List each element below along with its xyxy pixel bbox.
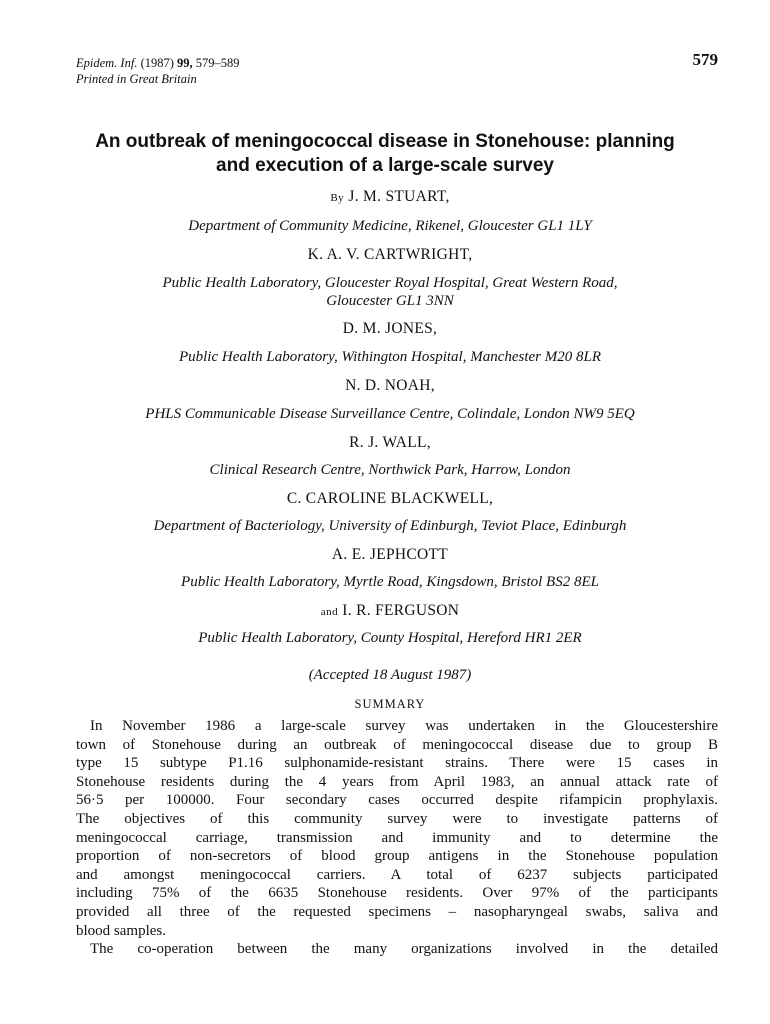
- summary-line: provided all three of the requested specimens – nasopharyngeal swabs, saliva and: [76, 904, 718, 920]
- summary-heading: SUMMARY: [354, 697, 426, 711]
- summary-line: In November 1986 a large-scale survey was undertaken in the Gloucestershire: [90, 718, 718, 734]
- summary-line: including 75% of the 6635 Stonehouse residents. Over 97% of the participants: [76, 885, 718, 902]
- summary-line: type 15 subtype P1.16 sulphonamide-resistant strains. There were 15 cases in: [76, 755, 718, 772]
- author-affiliation: Public Health Laboratory, Withington Hospital, Manchester M20 8LR: [178, 349, 602, 365]
- author-name: C. CAROLINE BLACKWELL,: [286, 490, 494, 507]
- title-line-1: An outbreak of meningococcal disease in Stonehouse: planning: [95, 131, 675, 152]
- summary-line: blood samples.: [76, 922, 166, 939]
- summary-line: proportion of non-secretors of blood group antigens in the Stonehouse population: [76, 848, 718, 865]
- page-number: 579: [692, 50, 718, 69]
- author-name: By J. M. STUART,: [330, 188, 450, 205]
- summary-line: Stonehouse residents during the 4 years from April 1983, an annual attack rate of: [76, 773, 718, 790]
- author-affiliation: Department of Bacteriology, University of Edinburgh, Teviot Place, Edinburgh: [153, 518, 627, 534]
- author-prefix: and: [320, 606, 339, 618]
- author-name: D. M. JONES,: [342, 320, 438, 337]
- journal-citation: [76, 55, 240, 87]
- journal-pages: 579–589: [195, 56, 240, 70]
- author-affiliation: Public Health Laboratory, Myrtle Road, Kingsdown, Bristol BS2 8EL: [181, 574, 599, 590]
- author-affiliation: Public Health Laboratory, Gloucester Royal Hospital, Great Western Road,: [162, 275, 618, 291]
- citation-line: [76, 55, 240, 71]
- summary-line: and amongst meningococcal carriers. A total of 6237 subjects participated: [76, 866, 718, 883]
- author-name: N. D. NOAH,: [345, 377, 435, 394]
- journal-abbrev: Epidem. Inf.: [76, 56, 138, 70]
- accepted-date: (Accepted 18 August 1987): [308, 667, 472, 683]
- author-name: A. E. JEPHCOTT: [331, 546, 449, 563]
- author-affiliation: Gloucester GL1 3NN: [326, 293, 454, 309]
- author-affiliation: PHLS Communicable Disease Surveillance Centre, Colindale, London NW9 5EQ: [145, 406, 635, 422]
- author-affiliation: Public Health Laboratory, County Hospital, Hereford HR1 2ER: [198, 630, 582, 646]
- summary-line: The objectives of this community survey were to investigate patterns of: [76, 811, 718, 827]
- title-line-2: and execution of a large-scale survey: [216, 155, 554, 176]
- summary-line: town of Stonehouse during an outbreak of meningococcal disease due to group B: [76, 736, 718, 753]
- printed-in: Printed in Great Britain: [76, 72, 197, 86]
- summary-line: 56·5 per 100000. Four secondary cases occurred despite rifampicin prophylaxis.: [76, 792, 718, 809]
- author-name: R. J. WALL,: [349, 434, 431, 451]
- journal-year: (1987): [140, 56, 174, 70]
- author-name: and I. R. FERGUSON: [320, 602, 460, 619]
- author-name: K. A. V. CARTWRIGHT,: [307, 246, 473, 263]
- author-affiliation: Clinical Research Centre, Northwick Park, Harrow, London: [209, 462, 571, 478]
- summary-line: The co-operation between the many organizations involved in the detailed: [90, 941, 718, 958]
- article-title: [60, 130, 710, 178]
- journal-volume: 99,: [177, 56, 193, 70]
- author-prefix: By: [330, 192, 345, 204]
- author-affiliation: Department of Community Medicine, Rikenel, Gloucester GL1 1LY: [188, 218, 592, 234]
- summary-line: meningococcal carriage, transmission and immunity and to determine the: [76, 829, 718, 846]
